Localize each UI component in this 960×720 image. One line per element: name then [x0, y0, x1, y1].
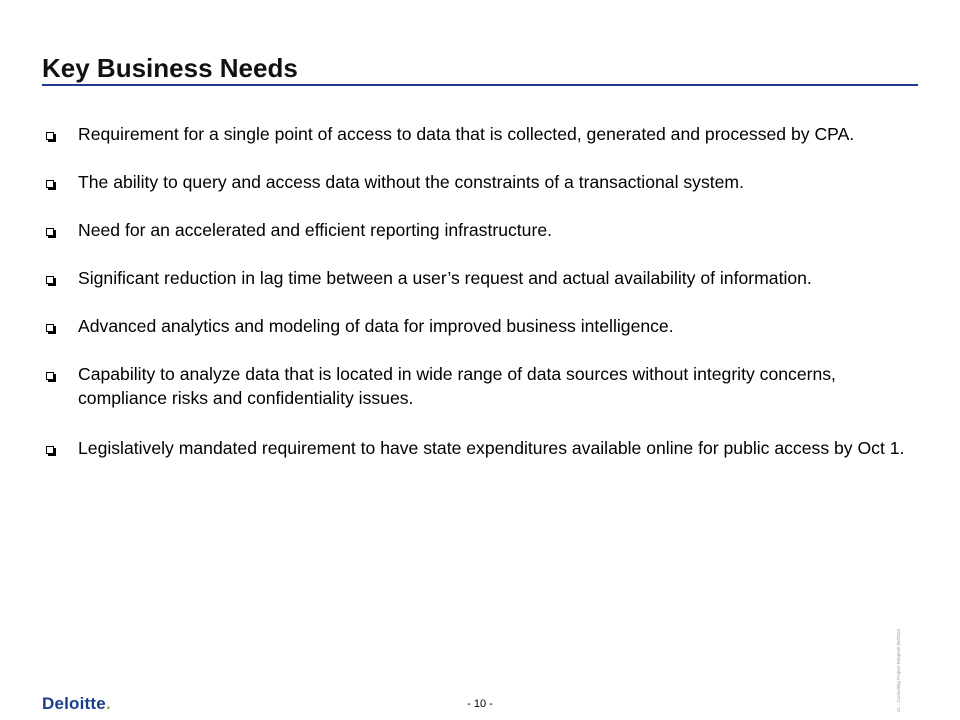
bullet-item — [44, 122, 914, 146]
bullet-text: Capability to analyze data that is located in wide range of data sources without integrity concerns, compliance risks and confidentiality issues. — [78, 364, 836, 408]
bullet-text: Requirement for a single point of access to data that is collected, generated and processed by CPA. — [78, 124, 855, 144]
bullet-text: The ability to query and access data without the constraints of a transactional system. — [78, 172, 744, 192]
slide-title: Key Business Needs — [42, 53, 298, 83]
square-bullet-icon — [46, 276, 54, 284]
logo-dot: . — [105, 694, 111, 713]
bullet-item — [44, 434, 914, 462]
bullet-item — [44, 266, 914, 290]
square-bullet-icon — [46, 324, 54, 332]
square-bullet-icon — [46, 228, 54, 236]
bullet-item — [44, 314, 914, 338]
bullet-text: Legislatively mandated requirement to have state expenditures available online for public access by Oct 1. — [78, 438, 905, 458]
bullet-item — [44, 218, 914, 242]
bullet-text: Significant reduction in lag time between a user’s request and actual availability of information. — [78, 268, 812, 288]
bullet-text: Need for an accelerated and efficient reporting infrastructure. — [78, 220, 553, 240]
square-bullet-icon — [46, 446, 54, 454]
square-bullet-icon — [46, 372, 54, 380]
bullet-text: Advanced analytics and modeling of data for improved business intelligence. — [78, 316, 674, 336]
square-bullet-icon — [46, 132, 54, 140]
title-underline — [42, 84, 918, 86]
page-number: - 10 - — [467, 698, 493, 710]
square-bullet-icon — [46, 180, 54, 188]
bullet-item — [44, 362, 914, 410]
bullet-list — [44, 122, 914, 486]
logo-text: Deloitte — [42, 694, 106, 713]
template-side-note: CL - Consulting Project Template 05/2010 — [896, 628, 901, 712]
bullet-item — [44, 170, 914, 194]
